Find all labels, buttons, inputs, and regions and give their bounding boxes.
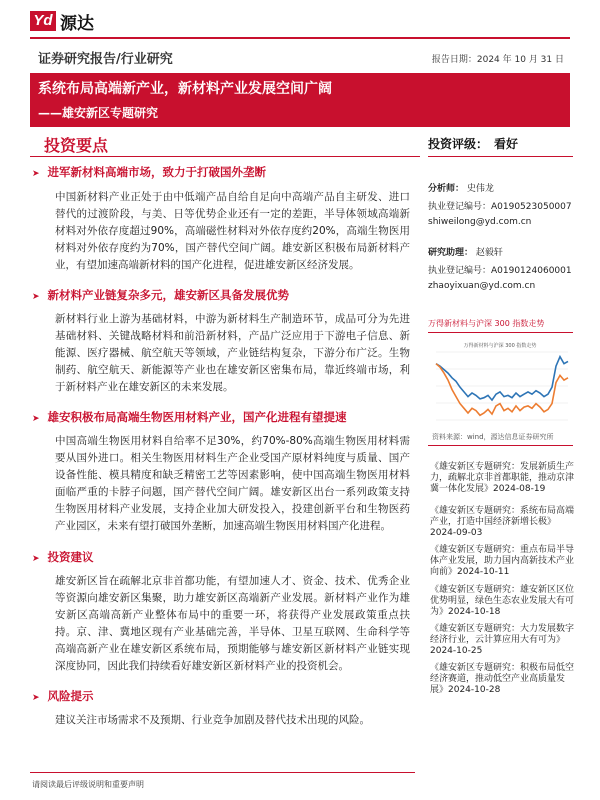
section-divider xyxy=(30,156,420,157)
related-report[interactable]: 《雄安新区专题研究：系统布局高端产业，打造中国经济新增长极》2024-09-03 xyxy=(430,506,575,538)
report-type: 证券研究报告/行业研究 xyxy=(38,52,173,67)
series-line-2 xyxy=(436,364,568,416)
arrow-icon: ➤ xyxy=(32,554,40,564)
related-report[interactable]: 《雄安新区专题研究：雄安新区区位优势明显，绿色生态农业发展大有可为》2024-10-18 xyxy=(430,585,575,617)
analyst-cert: 执业登记编号：A0190523050007 xyxy=(428,202,572,212)
bullet-text: 建议关注市场需求不及预期、行业竞争加剧及替代技术出现的风险。 xyxy=(55,714,370,726)
related-report[interactable]: 《雄安新区专题研究：重点布局半导体产业发展，助力国内高新技术产业向前》2024-10-11 xyxy=(430,545,575,577)
header-divider xyxy=(30,37,570,39)
chart-title-divider xyxy=(428,332,573,333)
report-date: 报告日期：2024 年 10 月 31 日 xyxy=(431,55,564,65)
bullet-title: ➤ 投资建议 xyxy=(32,550,94,564)
assistant-cert: 执业登记编号：A0190124060001 xyxy=(428,266,572,276)
related-report[interactable]: 《雄安新区专题研究：发展新质生产力，疏解北京非首都职能，推动京津冀一体化发展》2024-08-19 xyxy=(430,462,575,494)
bullet-text: 中国高端生物医用材料自给率不足30%，约70%-80%高端生物医用材料需要从国外进口。相关生物医用材料生产企业受国产原材料纯度与质量、国产设备性能、模具精度和缺乏精密工艺等因素影响，使中国高端生物医用材料面临严重的卡脖子问题，国产替代空间广阔。雄安新区出台一系列政策支持生物医用材料产业发展，支持企业加大研发投入，投建创新平台和生物医药产业园区，未来有望打破国外垄断，加速高端生物医用材料国产化进程。 xyxy=(55,435,410,532)
company-logo xyxy=(30,10,94,32)
series-line-1 xyxy=(436,357,568,400)
index-trend-chart xyxy=(428,338,573,428)
logo-text: 源达 xyxy=(60,13,94,34)
chart-title: 万得新材料与沪深 300 指数走势 xyxy=(428,319,545,328)
bullet-text: 雄安新区旨在疏解北京非首都功能，有望加速人才、资金、技术、优秀企业等资源向雄安新区集聚，助力雄安新区高端新产业发展。新材料产业作为雄安新区高端高新产业整体布局中的重要一环，将获得产业发展政策重点扶持。京、津、冀地区现有产业基础完善，半导体、卫星互联网、生命科学等高端高新产业在雄安新区系统布局，预期能够与雄安新区新材料产业链实现深度协同，因此我们持续看好雄安新区新材料产业的投资机会。 xyxy=(55,575,410,672)
report-title: 系统布局高端新产业，新材料产业发展空间广阔 xyxy=(38,81,332,97)
chart-source: 资料来源：wind，源达信息证券研究所 xyxy=(432,433,554,441)
related-report[interactable]: 《雄安新区专题研究：大力发展数字经济行业，云计算应用大有可为》2024-10-25 xyxy=(430,624,575,656)
footer-disclaimer: 请阅读最后评级说明和重要声明 xyxy=(32,780,144,789)
bullet-text: 新材料行业上游为基础材料，中游为新材料生产制造环节，成品可分为先进基础材料、关键战略材料和前沿新材料，产品广泛应用于下游电子信息、新能源、医疗器械、航空航天等领域，产业链结构复杂，下游分布广泛。生物制药、航空航天、新能源等产业也在雄安新区密集布局，靠近终端市场，利于新材料产业在雄安新区的未来发展。 xyxy=(55,313,410,393)
assistant-email: zhaoyixuan@yd.com.cn xyxy=(428,281,536,291)
bullet-title: ➤ 雄安积极布局高端生物医用材料产业，国产化进程有望提速 xyxy=(32,410,347,424)
footer-divider xyxy=(30,772,415,773)
bullet-title: ➤ 进军新材料高端市场，致力于打破国外垄断 xyxy=(32,165,267,179)
arrow-icon: ➤ xyxy=(32,169,40,179)
report-subtitle: ——雄安新区专题研究 xyxy=(38,106,159,120)
bullet-text: 中国新材料产业正处于由中低端产品自给自足向中高端产品自主研发、进口替代的过渡阶段，与美、日等优势企业还有一定的差距，半导体领域高端新材料对外依存度超过90%，高端磁性材料对外依存度约20%，高端生物医用材料对外依存度约为70%，国产替代空间广阔。雄安新区积极布局新材料产业，有望加速高端新材料的国产化进程，促进雄安新区经济发展。 xyxy=(55,191,410,271)
bullet-title: ➤ 风险提示 xyxy=(32,689,94,703)
rating-divider xyxy=(428,156,573,157)
related-report[interactable]: 《雄安新区专题研究：积极布局低空经济赛道，推动低空产业高质量发展》2024-10-28 xyxy=(430,663,575,695)
analyst: 分析师： 史伟龙 xyxy=(428,184,494,194)
bullet-title: ➤ 新材料产业链复杂多元，雄安新区具备发展优势 xyxy=(32,288,290,302)
arrow-icon: ➤ xyxy=(32,414,40,424)
source-divider xyxy=(428,445,573,446)
assistant: 研究助理： 赵毅轩 xyxy=(428,248,503,258)
section-title: 投资要点 xyxy=(44,136,109,155)
logo-mark: Yd xyxy=(30,11,56,31)
investment-rating: 投资评级： 看好 xyxy=(428,137,519,151)
arrow-icon: ➤ xyxy=(32,693,40,703)
analyst-email: shiweilong@yd.com.cn xyxy=(428,217,532,227)
chart-inner-title: 万得新材料与沪深 300 指数走势 xyxy=(463,343,537,349)
arrow-icon: ➤ xyxy=(32,292,40,302)
